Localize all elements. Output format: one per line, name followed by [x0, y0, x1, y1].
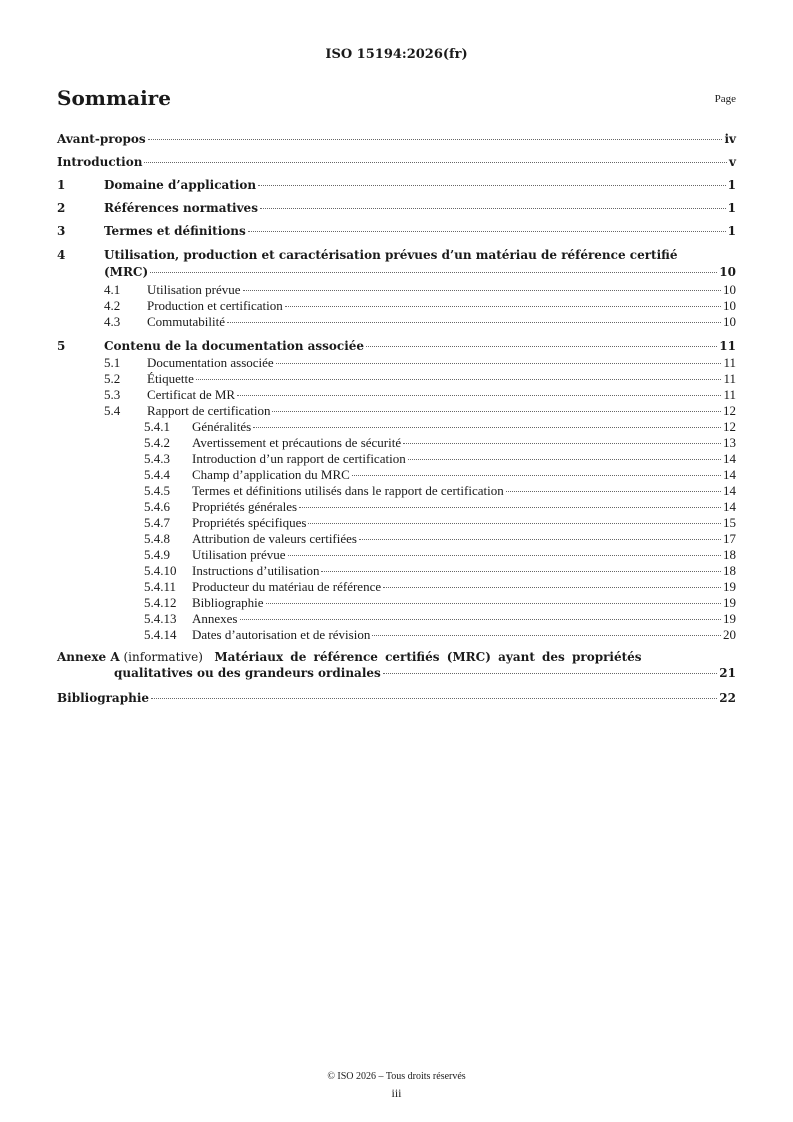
- toc-entry-page: 19: [723, 579, 736, 594]
- dot-leader: [144, 162, 727, 163]
- dot-leader: [260, 208, 726, 209]
- dot-leader: [227, 322, 721, 323]
- dot-leader: [148, 139, 723, 140]
- page-footer: [0, 1068, 793, 1102]
- toc-entry-number: 5.4.4: [144, 467, 170, 482]
- toc-entry[interactable]: [57, 371, 736, 386]
- dot-leader: [243, 290, 721, 291]
- dot-leader: [366, 346, 717, 347]
- dot-leader: [237, 395, 721, 396]
- toc-entry-title-line1: Utilisation, production et caractérisation prévues d’un matériau de référence certifié: [104, 248, 678, 262]
- toc-entry-page: 10: [723, 282, 736, 297]
- toc-entry-page: iv: [724, 132, 736, 146]
- toc-entry-number: 5.4.9: [144, 547, 170, 562]
- toc-entry-title: Attribution de valeurs certifiées: [192, 531, 357, 546]
- toc-entry-page: 14: [723, 499, 736, 514]
- bibliography-page: 22: [719, 691, 736, 705]
- dot-leader: [266, 603, 722, 604]
- toc-entry-page: 12: [723, 403, 736, 418]
- toc-entry[interactable]: [57, 451, 736, 466]
- page-column-label: Page: [714, 93, 736, 105]
- toc-entry-number: 5.4.13: [144, 611, 177, 626]
- toc-entry-title: Documentation associée: [147, 355, 274, 370]
- toc-entry-title: Propriétés spécifiques: [192, 515, 307, 530]
- toc-entry-page: 10: [723, 298, 736, 313]
- toc-entry[interactable]: [57, 224, 736, 239]
- toc-entry-page: 17: [723, 531, 736, 546]
- toc-entry-title: Champ d’application du MRC: [192, 467, 350, 482]
- annex-title-line2: qualitatives ou des grandeurs ordinales: [114, 666, 381, 680]
- toc-entry[interactable]: [57, 515, 736, 530]
- dot-leader: [248, 231, 726, 232]
- dot-leader: [253, 427, 721, 428]
- toc-entry-wrap-line: [57, 248, 736, 263]
- toc-entry-title: Production et certification: [147, 298, 283, 313]
- toc-entry-page: 18: [723, 547, 736, 562]
- toc-annex-line2[interactable]: [57, 666, 736, 681]
- document-header: ISO 15194:2026(fr): [325, 47, 468, 62]
- toc-entry[interactable]: [57, 531, 736, 546]
- toc-entry-title: Dates d’autorisation et de révision: [192, 627, 371, 642]
- toc-entry-page: 14: [723, 467, 736, 482]
- toc-bibliography[interactable]: [57, 691, 736, 706]
- toc-entry-number: 5.4.7: [144, 515, 170, 530]
- dot-leader: [321, 571, 721, 572]
- toc-entry-number: 5.4.2: [144, 435, 170, 450]
- toc-entry[interactable]: [57, 282, 736, 297]
- toc-entry-page: 19: [723, 595, 736, 610]
- toc-entry[interactable]: [57, 265, 736, 280]
- toc-entry-title: Étiquette: [147, 371, 194, 386]
- toc-entry-title: Instructions d’utilisation: [192, 563, 320, 578]
- toc-entry-number: 2: [57, 201, 66, 215]
- toc-entry-page: 11: [719, 339, 736, 353]
- toc-entry-number: 4.3: [104, 314, 121, 329]
- toc-entry-page: 11: [723, 355, 736, 370]
- toc-entry-number: 5.4.12: [144, 595, 177, 610]
- title-row: [57, 86, 736, 114]
- toc-entry-number: 5.4.3: [144, 451, 170, 466]
- toc-entry-title: Domaine d’application: [104, 178, 257, 192]
- toc-entry-title: Propriétés générales: [192, 499, 298, 514]
- toc-entry[interactable]: [57, 435, 736, 450]
- toc-entry-number: 5.2: [104, 371, 121, 386]
- toc-entry-number: 3: [57, 224, 66, 238]
- toc-entry-page: 18: [723, 563, 736, 578]
- toc-entry-number: 4: [57, 248, 66, 262]
- toc-entry-title: Termes et définitions utilisés dans le rapport de certification: [192, 483, 504, 498]
- toc-entry-number: 4.1: [104, 282, 121, 297]
- toc-entry-title: Généralités: [192, 419, 252, 434]
- toc-entry-number: 1: [57, 178, 66, 192]
- dot-leader: [383, 587, 721, 588]
- toc-entry-page: 13: [723, 435, 736, 450]
- toc-entry-title: Rapport de certification: [147, 403, 271, 418]
- dot-leader: [196, 379, 722, 380]
- toc-entry-number: 5.4.10: [144, 563, 177, 578]
- dot-leader: [308, 523, 721, 524]
- toc-entry[interactable]: [57, 403, 736, 418]
- dot-leader: [359, 539, 721, 540]
- toc-entry-number: 5.4.14: [144, 627, 177, 642]
- toc-entry[interactable]: [57, 547, 736, 562]
- toc-entry[interactable]: [57, 298, 736, 313]
- toc-entry[interactable]: [57, 155, 736, 170]
- bibliography-title: Bibliographie: [57, 691, 150, 705]
- toc-entry-page: 12: [723, 419, 736, 434]
- toc-entry-title: Avertissement et précautions de sécurité: [192, 435, 402, 450]
- toc-entry-number: 5.4: [104, 403, 121, 418]
- toc-entry[interactable]: [57, 483, 736, 498]
- toc-entry-title: Utilisation prévue: [192, 547, 286, 562]
- toc-entry-page: 14: [723, 483, 736, 498]
- toc-entry[interactable]: [57, 178, 736, 193]
- dot-leader: [372, 635, 721, 636]
- toc-entry-page: v: [729, 155, 736, 169]
- toc-entry[interactable]: [57, 627, 736, 642]
- toc-entry[interactable]: [57, 132, 736, 147]
- toc-entry-page: 19: [723, 611, 736, 626]
- toc-entry-page: 1: [727, 178, 736, 192]
- dot-leader: [240, 619, 722, 620]
- toc-entry-page: 20: [723, 627, 736, 642]
- copyright-notice: © ISO 2026 – Tous droits réservés: [327, 1071, 466, 1082]
- toc-entry-title: (MRC): [104, 265, 149, 279]
- toc-entry-title: Certificat de MR: [147, 387, 236, 402]
- toc-entry[interactable]: [57, 499, 736, 514]
- toc-entry-page: 14: [723, 451, 736, 466]
- toc-entry-title: Producteur du matériau de référence: [192, 579, 382, 594]
- toc-entry-number: 5.4.1: [144, 419, 170, 434]
- toc-entry-title: Introduction: [57, 155, 143, 169]
- annex-type: (informative): [123, 650, 203, 664]
- toc-entry-number: 5.3: [104, 387, 121, 402]
- toc-entry-title: Introduction d’un rapport de certification: [192, 451, 406, 466]
- toc-entry-title: Annexes: [192, 611, 238, 626]
- toc-entry-number: 5.4.11: [144, 579, 177, 594]
- annex-title-line1: Matériaux de référence certifiés (MRC) ayant des propriétés: [214, 650, 642, 664]
- toc-entry-page: 11: [723, 371, 736, 386]
- toc-entry[interactable]: [57, 387, 736, 402]
- dot-leader: [272, 411, 721, 412]
- page-title: Sommaire: [57, 86, 171, 110]
- toc-entry[interactable]: [57, 467, 736, 482]
- toc-entry[interactable]: [57, 579, 736, 594]
- toc-entry-page: 1: [727, 224, 736, 238]
- toc-entry-number: 5.4.5: [144, 483, 170, 498]
- dot-leader: [352, 475, 721, 476]
- toc-entry-number: 5.4.8: [144, 531, 170, 546]
- toc-entry-title: Avant-propos: [57, 132, 146, 146]
- annex-label: Annexe A: [57, 650, 120, 664]
- dot-leader: [299, 507, 721, 508]
- toc-entry-title: Bibliographie: [192, 595, 264, 610]
- dot-leader: [258, 185, 726, 186]
- toc-entry-number: 5.1: [104, 355, 121, 370]
- dot-leader: [408, 459, 721, 460]
- toc-entry-page: 1: [727, 201, 736, 215]
- toc-entry[interactable]: [57, 595, 736, 610]
- page-number: iii: [391, 1086, 402, 1100]
- dot-leader: [506, 491, 721, 492]
- toc-entry[interactable]: [57, 419, 736, 434]
- toc-entry[interactable]: [57, 201, 736, 216]
- toc-entry-page: 10: [719, 265, 736, 279]
- toc-annex-line1[interactable]: [57, 650, 736, 665]
- toc-entry-page: 15: [723, 515, 736, 530]
- toc-entry-page: 11: [723, 387, 736, 402]
- toc-entry-title: Contenu de la documentation associée: [104, 339, 365, 353]
- toc-entry[interactable]: [57, 355, 736, 370]
- toc-entry-page: 10: [723, 314, 736, 329]
- toc-entry[interactable]: [57, 314, 736, 329]
- dot-leader: [403, 443, 721, 444]
- toc-entry-number: 5: [57, 339, 66, 353]
- toc-entry[interactable]: [57, 339, 736, 354]
- toc-entry-title: Commutabilité: [147, 314, 225, 329]
- dot-leader: [288, 555, 721, 556]
- dot-leader: [150, 272, 717, 273]
- toc-entry-title: Termes et définitions: [104, 224, 246, 238]
- toc-entry-number: 4.2: [104, 298, 121, 313]
- toc-entry-title: Références normatives: [104, 201, 258, 215]
- toc-entry-number: 5.4.6: [144, 499, 170, 514]
- toc-entry[interactable]: [57, 611, 736, 626]
- dot-leader: [285, 306, 721, 307]
- toc-entry-title: Utilisation prévue: [147, 282, 241, 297]
- annex-page: 21: [719, 666, 736, 680]
- dot-leader: [151, 698, 717, 699]
- dot-leader: [383, 673, 718, 674]
- dot-leader: [276, 363, 722, 364]
- toc-entry[interactable]: [57, 563, 736, 578]
